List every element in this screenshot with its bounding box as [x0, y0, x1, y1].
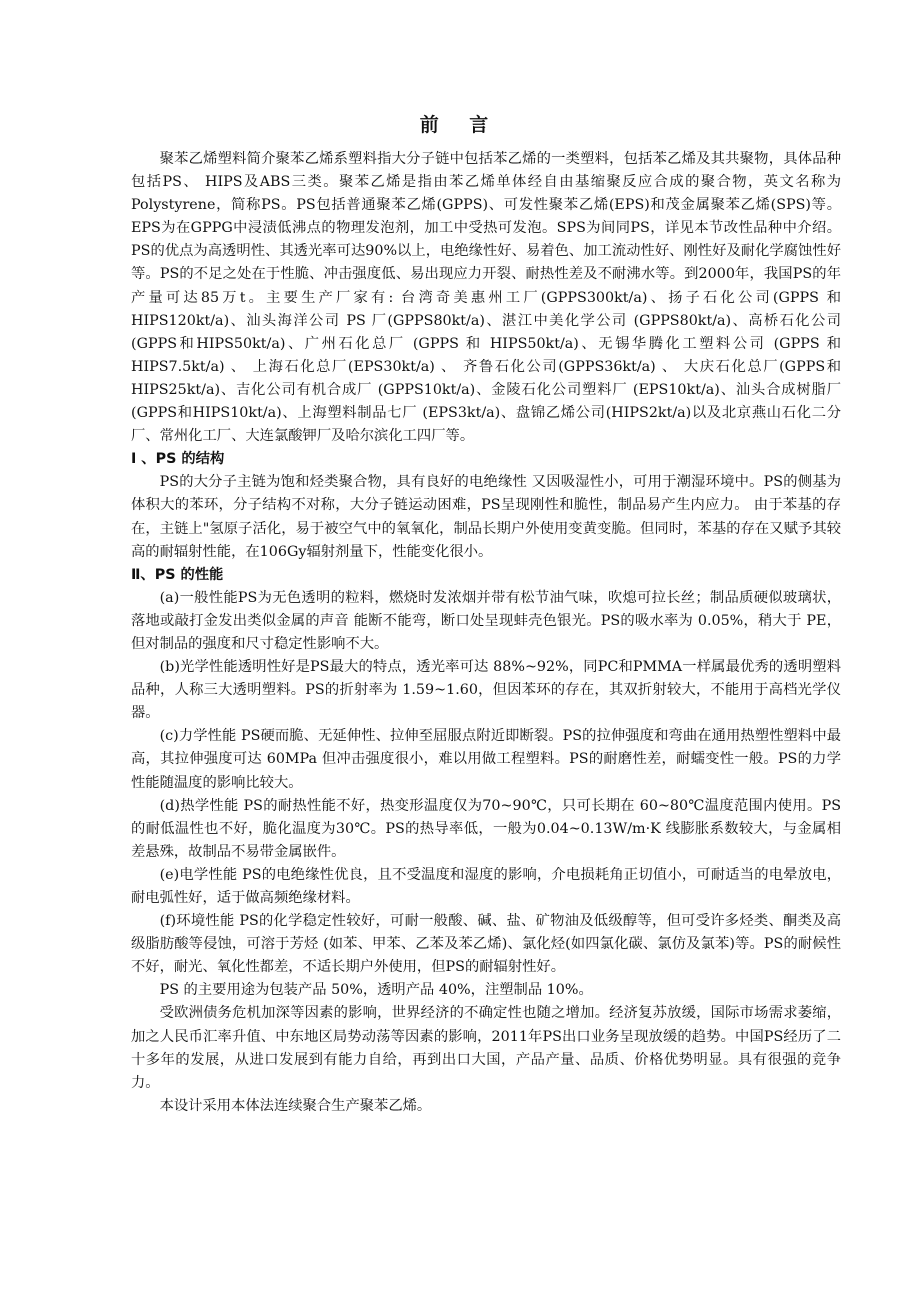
section-heading-structure: Ⅰ 、PS 的结构 [131, 451, 225, 468]
document-body [131, 148, 841, 1118]
market-paragraph: 受欧洲债务危机加深等因素的影响，世界经济的不确定性也随之增加。经济复苏放缓，国际市场需求萎缩，加之人民币汇率升值、中东地区局势动荡等因素的影响，2011年PS出口业务呈现放缓的趋势。中国PS经历了二十多年的发展，从进口发展到有能力自给，再到出口大国，产品产量、品质、价格优势明显。具有很强的竞争力。 [131, 1005, 841, 1091]
property-mechanical-paragraph: (c)力学性能 PS硬而脆、无延伸性、拉伸至屈服点附近即断裂。PS的拉伸强度和弯曲在通用热塑性塑料中最高，其拉伸强度可达 60MPa 但冲击强度很小，难以用做工程塑料。PS的耐磨性差，耐蠕变性一般。PS的力学性能随温度的影响比较大。 [131, 728, 841, 791]
structure-paragraph: PS的大分子主链为饱和烃类聚合物，具有良好的电绝缘性 又因吸湿性小，可用于潮湿环境中。PS的侧基为体积大的苯环，分子结构不对称，大分子链运动困难，PS呈现刚性和脆性，制品易产生内应力。 由于苯基的存在，主链上"氢原子活化，易于被空气中的氧氧化，制品长期户外使用变黄变脆。但同时，苯基的存在又赋予其较高的耐辐射性能，在106Gy辐射剂量下，性能变化很小。 [131, 474, 841, 560]
page-title: 前 言 [419, 114, 501, 136]
property-electrical-paragraph: (e)电学性能 PS的电绝缘性优良，且不受温度和湿度的影响，介电损耗角正切值小，可耐适当的电晕放电，耐电弧性好，适于做高频绝缘材料。 [131, 866, 841, 906]
usage-paragraph: PS 的主要用途为包装产品 50%，透明产品 40%，注塑制品 10%。 [159, 982, 593, 999]
intro-paragraph: 聚苯乙烯塑料简介聚苯乙烯系塑料指大分子链中包括苯乙烯的一类塑料，包括苯乙烯及其共聚物，具体品种包括PS、 HIPS及ABS三类。聚苯乙烯是指由苯乙烯单体经自由基缩聚反应合成的聚合物，英文名称为Polystyrene，简称PS。PS包括普通聚苯乙烯(GPPS)、可发性聚苯乙烯(EPS)和茂金属聚苯乙烯(SPS)等。EPS为在GPPG中浸渍低沸点的物理发泡剂，加工中受热可发泡。SPS为间同PS，详见本节改性品种中介绍。 PS的优点为高透明性、其透光率可达90%以上，电绝缘性好、易着色、加工流动性好、刚性好及耐化学腐蚀性好等。PS的不足之处在于性脆、冲击强度低、易出现应力开裂、耐热性差及不耐沸水等。到2000年，我国PS的年产量可达85万t。主要生产厂家有: 台湾奇美惠州工厂(GPPS300kt/a)、扬子石化公司(GPPS 和 HIPS120kt/a)、汕头海洋公司 PS 厂(GPPS80kt/a)、湛江中美化学公司 (GPPS80kt/a)、高桥石化公司 (GPPS和HIPS50kt/a)、广州石化总厂 (GPPS 和 HIPS50kt/a)、无锡华腾化工塑料公司 (GPPS 和 HIPS7.5kt/a) 、 上海石化总厂(EPS30kt/a) 、 齐鲁石化公司(GPPS36kt/a) 、 大庆石化总厂(GPPS和HIPS25kt/a)、吉化公司有机合成厂 (GPPS10kt/a)、金陵石化公司塑料厂 (EPS10kt/a)、汕头合成树脂厂(GPPS和HIPS10kt/a)、上海塑料制品七厂 (EPS3kt/a)、盘锦乙烯公司(HIPS2kt/a)以及北京燕山石化二分厂、常州化工厂、大连氯酸钾厂及哈尔滨化工四厂等。 [131, 151, 841, 445]
design-paragraph: 本设计采用本体法连续聚合生产聚苯乙烯。 [159, 1097, 432, 1114]
property-optical-paragraph: (b)光学性能透明性好是PS最大的特点，透光率可达 88%~92%，同PC和PMMA一样属最优秀的透明塑料品种，人称三大透明塑料。PS的折射率为 1.59~1.60，但因苯环的存在，其双折射较大，不能用于高档光学仪器。 [131, 659, 841, 722]
section-heading-properties: Ⅱ、PS 的性能 [131, 566, 224, 583]
property-thermal-paragraph: (d)热学性能 PS的耐热性能不好，热变形温度仅为70~90℃，只可长期在 60~80℃温度范围内使用。PS的耐低温性也不好，脆化温度为30℃。PS的热导率低，一般为0.04~0.13W/m·K 线膨胀系数较大，与金属相差悬殊，故制品不易带金属嵌件。 [131, 797, 841, 860]
property-environmental-paragraph: (f)环境性能 PS的化学稳定性较好，可耐一般酸、碱、盐、矿物油及低级醇等，但可受许多烃类、酮类及高级脂肪酸等侵蚀，可溶于芳烃 (如苯、甲苯、乙苯及苯乙烯)、氯化烃(如四氯化碳、氯仿及氯苯)等。PS的耐候性不好，耐光、氧化性都差，不适长期户外使用，但PS的耐辐射性好。 [131, 913, 841, 976]
property-general-paragraph: (a)一般性能PS为无色透明的粒料，燃烧时发浓烟并带有松节油气味，吹熄可拉长丝；制品质硬似玻璃状，落地或敲打金发出类似金属的声音 能断不能弯，断口处呈现蚌壳色银光。PS的吸水率为 0.05%，稍大于 PE，但对制品的强度和尺寸稳定性影响不大。 [131, 589, 841, 652]
